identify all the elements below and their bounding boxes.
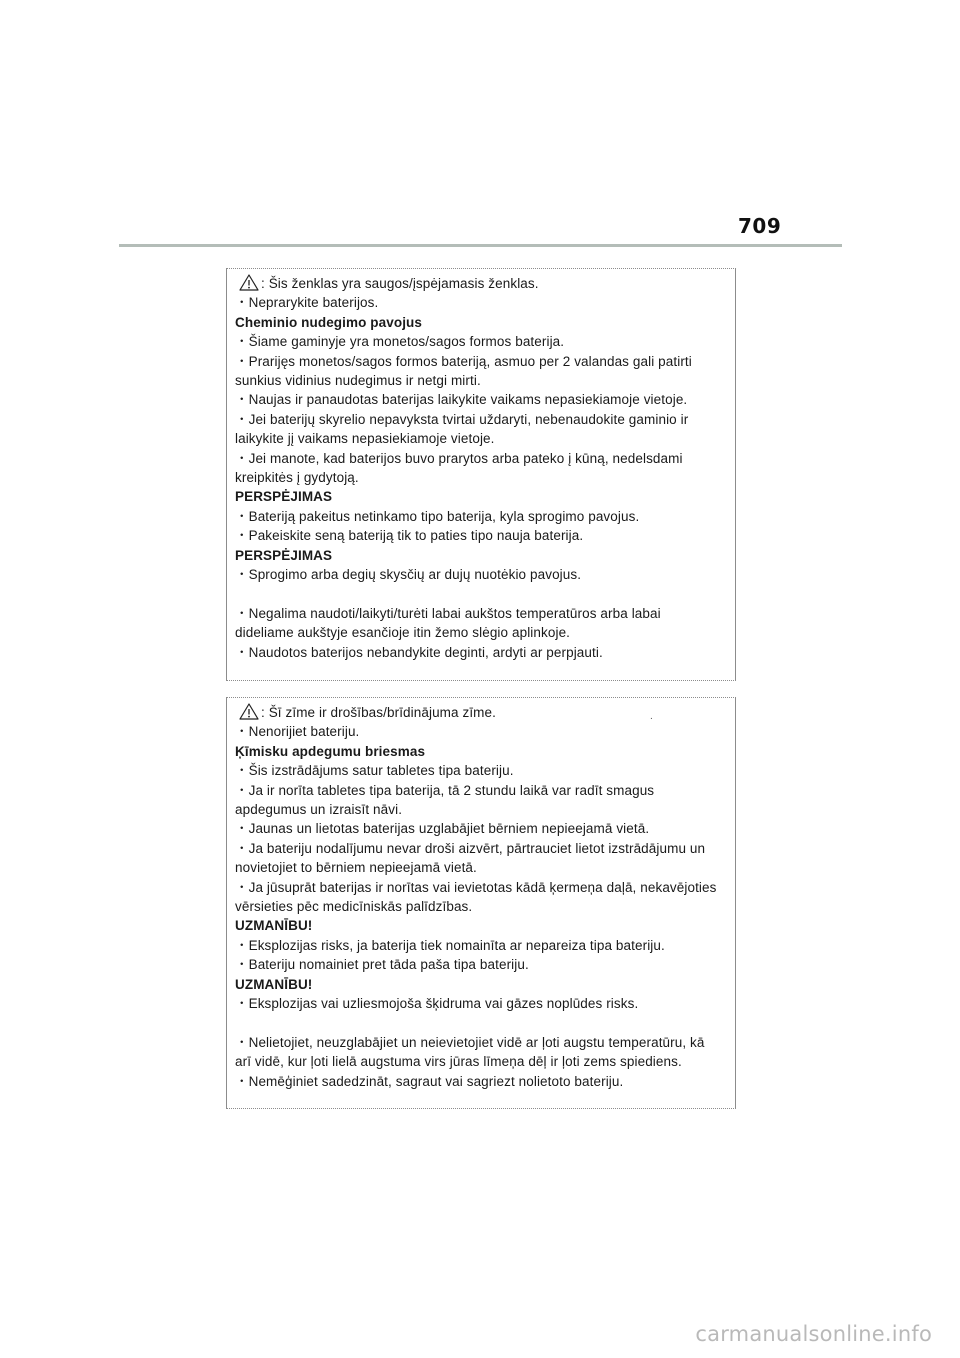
text-line-content: ・Nemēģiniet sadedzināt, sagraut vai sagriezt nolietoto bateriju. bbox=[235, 1073, 624, 1089]
text-line bbox=[235, 449, 683, 468]
text-line-content: ・Nelietojiet, neuzglabājiet un neievietojiet vidē ar ļoti augstu temperatūru, kā bbox=[235, 1034, 705, 1050]
text-line bbox=[235, 781, 654, 800]
stray-dot: . bbox=[650, 711, 653, 722]
text-line bbox=[235, 507, 639, 526]
text-line bbox=[235, 936, 665, 955]
text-line bbox=[235, 604, 661, 623]
text-line bbox=[235, 878, 717, 897]
text-line bbox=[235, 916, 312, 935]
text-line-content: apdegumus un izraisīt nāvi. bbox=[235, 802, 403, 817]
text-line-content: ・Ja bateriju nodalījumu nevar droši aizvērt, pārtrauciet lietot izstrādājumu un bbox=[235, 840, 706, 856]
text-line-content: vērsieties pēc medicīniskās palīdzības. bbox=[235, 899, 473, 914]
text-line-content: kreipkitės į gydytoją. bbox=[235, 470, 359, 485]
text-line-content: dideliame aukštyje esančioje itin žemo slėgio aplinkoje. bbox=[235, 625, 571, 641]
text-line bbox=[235, 703, 496, 722]
text-line-content: ・Šis izstrādājums satur tabletes tipa bateriju. bbox=[235, 763, 514, 779]
text-line-content: ・Jei baterijų skyrelio nepavyksta tvirtai uždaryti, nebenaudokite gaminio ir bbox=[235, 411, 689, 427]
text-line-content: arī vidē, kur ļoti lielā augstuma virs jūras līmeņa dēļ ir ļoti zems spiediens. bbox=[235, 1054, 682, 1070]
warning-box-latvian bbox=[226, 697, 736, 1109]
text-line bbox=[235, 371, 481, 390]
text-line bbox=[235, 643, 603, 662]
text-line-content: laikykite jį vaikams nepasiekiamoje vietoje. bbox=[235, 431, 495, 447]
text-line-content: ・Šiame gaminyje yra monetos/sagos formos baterija. bbox=[235, 334, 565, 350]
text-line-content: ・Eksplozijas vai uzliesmojoša šķidruma vai gāzes noplūdes risks. bbox=[235, 996, 639, 1011]
text-line-content: ・Pakeiskite seną bateriją tik to paties tipo nauja baterija. bbox=[235, 528, 584, 544]
text-line bbox=[235, 468, 359, 487]
text-line-content: UZMANĪBU! bbox=[235, 976, 313, 992]
text-line-content: ・Sprogimo arba degių skysčių ar dujų nuotėkio pavojus. bbox=[235, 567, 582, 582]
text-line-content: : Šī zīme ir drošības/brīdinājuma zīme. bbox=[261, 705, 496, 720]
text-line-content: ・Jaunas un lietotas baterijas uzglabājiet bērniem nepieejamā vietā. bbox=[235, 821, 650, 837]
text-line-content: PERSPĖJIMAS bbox=[235, 547, 333, 563]
text-line bbox=[235, 800, 402, 819]
text-line bbox=[235, 1072, 623, 1091]
text-line-content: ・Negalima naudoti/laikyti/turėti labai aukštos temperatūros arba labai bbox=[235, 605, 661, 621]
text-line-content: ・Naudotos baterijos nebandykite deginti, ardyti ar perpjauti. bbox=[235, 644, 603, 660]
text-line-content: Ķīmisku apdegumu briesmas bbox=[235, 743, 426, 759]
text-line bbox=[235, 1052, 682, 1071]
text-line bbox=[235, 565, 581, 584]
text-line bbox=[235, 429, 495, 448]
text-line-content: novietojiet to bērniem nepieejamā vietā. bbox=[235, 860, 477, 876]
text-line-content: ・Ja ir norīta tabletes tipa baterija, tā 2 stundu laikā var radīt smagus bbox=[235, 782, 655, 798]
text-line bbox=[235, 332, 564, 351]
warning-triangle-icon bbox=[239, 274, 259, 291]
text-line bbox=[235, 975, 312, 994]
header-rule bbox=[119, 244, 842, 247]
text-line bbox=[235, 293, 378, 312]
text-line-content: ・Jei manote, kad baterijos buvo prarytos arba pateko į kūną, nedelsdami bbox=[235, 450, 683, 466]
text-line-content: UZMANĪBU! bbox=[235, 918, 313, 934]
text-line-content: : Šis ženklas yra saugos/įspėjamasis ženklas. bbox=[261, 276, 539, 291]
text-line bbox=[235, 897, 472, 916]
page-number: 709 bbox=[738, 214, 782, 238]
text-line bbox=[235, 819, 649, 838]
text-line-content: Cheminio nudegimo pavojus bbox=[235, 314, 423, 330]
text-line-content: ・Neprarykite baterijos. bbox=[235, 295, 379, 311]
text-line-content: ・Eksplozijas risks, ja baterija tiek nomainīta ar nepareiza tipa bateriju. bbox=[235, 937, 665, 953]
text-line bbox=[235, 761, 514, 780]
text-line-content: sunkius vidinius nudegimus ir netgi mirti. bbox=[235, 373, 481, 388]
text-line bbox=[235, 742, 425, 761]
text-line bbox=[235, 1033, 705, 1052]
text-line bbox=[235, 352, 692, 371]
warning-box-lithuanian bbox=[226, 268, 736, 681]
watermark: carmanualsonline.info bbox=[695, 1322, 932, 1346]
text-line bbox=[235, 955, 529, 974]
text-line-content: PERSPĖJIMAS bbox=[235, 489, 333, 505]
text-line bbox=[235, 313, 422, 332]
text-line bbox=[235, 526, 583, 545]
text-line-content: ・Naujas ir panaudotas baterijas laikykite vaikams nepasiekiamoje vietoje. bbox=[235, 392, 688, 408]
text-line bbox=[235, 839, 705, 858]
text-line bbox=[235, 410, 688, 429]
text-line bbox=[235, 546, 332, 565]
text-line bbox=[235, 274, 539, 293]
text-line bbox=[235, 623, 570, 642]
text-line-content: ・Bateriją pakeitus netinkamo tipo baterija, kyla sprogimo pavojus. bbox=[235, 508, 640, 524]
text-line bbox=[235, 722, 359, 741]
text-line bbox=[235, 994, 638, 1013]
text-line bbox=[235, 487, 332, 506]
text-line bbox=[235, 858, 477, 877]
warning-triangle-icon bbox=[239, 703, 259, 720]
text-line bbox=[235, 390, 687, 409]
text-line-content: ・Ja jūsuprāt baterijas ir norītas vai ievietotas kādā ķermeņa daļā, nekavējoties bbox=[235, 879, 717, 895]
text-line-content: ・Nenorijiet bateriju. bbox=[235, 724, 360, 740]
text-line-content: ・Prarijęs monetos/sagos formos bateriją, asmuo per 2 valandas gali patirti bbox=[235, 353, 692, 369]
text-line-content: ・Bateriju nomainiet pret tāda paša tipa bateriju. bbox=[235, 957, 529, 973]
